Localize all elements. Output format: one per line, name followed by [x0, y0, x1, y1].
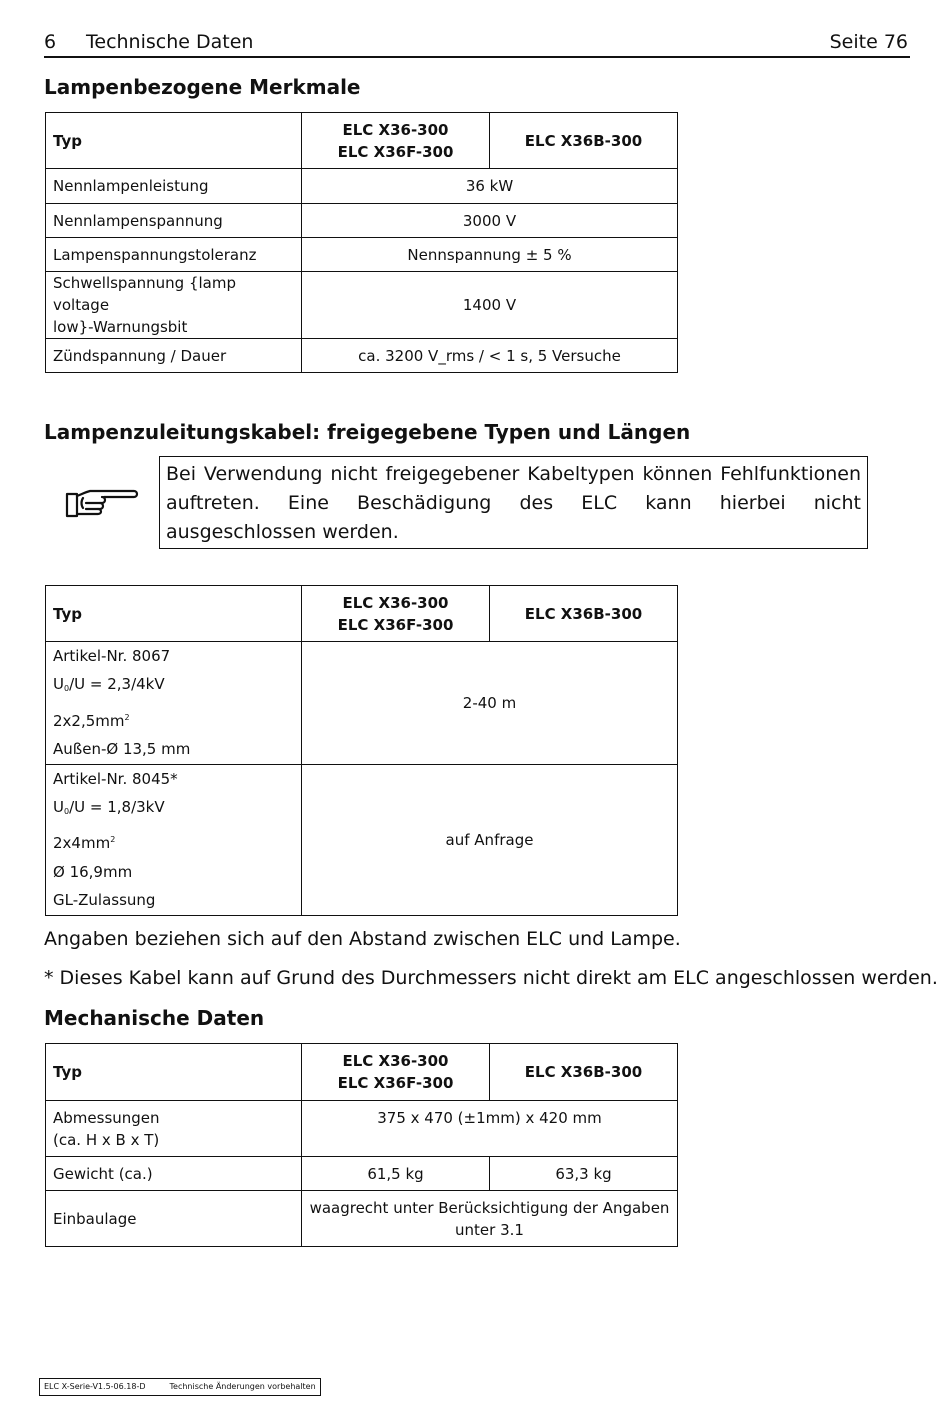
mounting-label: Einbaulage — [46, 1191, 302, 1247]
row-value: 3000 V — [302, 204, 678, 238]
cable2-spec — [46, 764, 302, 915]
model-a-line2: ELC X36F-300 — [337, 142, 454, 161]
cable-remark-distance: Angaben beziehen sich auf den Abstand zwischen ELC und Lampe. — [44, 928, 681, 950]
voltage-subscript: 0 — [63, 807, 70, 817]
warning-note: Bei Verwendung nicht freigegebener Kabeltypen können Fehlfunktionen auftreten. Eine Beschädigung des ELC kann hierbei nicht ausgeschlossen werden. — [159, 456, 868, 549]
cross-section-exponent: 2 — [110, 835, 116, 845]
mounting-value — [302, 1191, 678, 1247]
dimensions-label — [46, 1101, 302, 1157]
row-label — [46, 272, 302, 339]
col-model-b: ELC X36B-300 — [490, 1044, 678, 1101]
cable1-cross-section — [53, 704, 294, 735]
cable2-approval: GL-Zulassung — [53, 891, 156, 910]
cable1-voltage — [53, 670, 294, 703]
col-model-b: ELC X36B-300 — [490, 113, 678, 169]
col-type: Typ — [46, 586, 302, 642]
col-model-a — [302, 1044, 490, 1101]
cable2-length: auf Anfrage — [302, 764, 678, 915]
table-row — [46, 1157, 678, 1191]
cable2-diameter: Ø 16,9mm — [53, 862, 133, 881]
page-number: Seite 76 — [829, 31, 908, 53]
voltage-symbol: U — [53, 798, 64, 817]
table-row — [46, 1101, 678, 1157]
row-value: 1400 V — [302, 272, 678, 339]
col-model-a — [302, 113, 490, 169]
cable1-diameter: Außen-Ø 13,5 mm — [53, 740, 191, 759]
page-footer — [39, 1378, 321, 1396]
lamp-heading: Lampenbezogene Merkmale — [44, 75, 361, 99]
model-a-line1: ELC X36-300 — [342, 120, 449, 139]
dimensions-label-line2: (ca. H x B x T) — [53, 1130, 160, 1149]
table-row — [46, 204, 678, 238]
voltage-subscript: 0 — [63, 684, 70, 694]
row-label: Nennlampenleistung — [46, 169, 302, 204]
col-model-a — [302, 586, 490, 642]
table-row — [46, 339, 678, 373]
cross-section-exponent: 2 — [124, 712, 130, 722]
cable-remark-footnote: * Dieses Kabel kann auf Grund des Durchmessers nicht direkt am ELC angeschlossen werden. — [44, 967, 938, 989]
dimensions-label-line1: Abmessungen — [53, 1108, 160, 1127]
pointing-hand-icon — [64, 484, 140, 522]
table-row — [46, 642, 678, 765]
cross-section-value: 2x4mm — [53, 834, 111, 853]
table-row — [46, 272, 678, 339]
cable2-cross-section — [53, 826, 294, 857]
voltage-rating: /U = 1,8/3kV — [69, 798, 165, 817]
table-row — [46, 1191, 678, 1247]
cable-heading: Lampenzuleitungskabel: freigegebene Typen und Längen — [44, 420, 691, 444]
voltage-rating: /U = 2,3/4kV — [69, 675, 165, 694]
table-header-row — [46, 1044, 678, 1101]
table-header-row — [46, 113, 678, 169]
table-header-row — [46, 586, 678, 642]
table-row — [46, 764, 678, 915]
model-a-line1: ELC X36-300 — [342, 593, 449, 612]
weight-label: Gewicht (ca.) — [46, 1157, 302, 1191]
row-label: Nennlampenspannung — [46, 204, 302, 238]
cable-table — [45, 585, 678, 916]
row-label: Lampenspannungstoleranz — [46, 238, 302, 272]
row-label: Zündspannung / Dauer — [46, 339, 302, 373]
section-title: Technische Daten — [86, 31, 254, 53]
cable1-length: 2-40 m — [302, 642, 678, 765]
table-row — [46, 169, 678, 204]
lamp-table — [45, 112, 678, 373]
footer-doc-id: ELC X-Serie-V1.5-06.18-D — [44, 1382, 146, 1391]
cable2-article: Artikel-Nr. 8045* — [53, 769, 178, 788]
model-a-line2: ELC X36F-300 — [337, 615, 454, 634]
row-value: Nennspannung ± 5 % — [302, 238, 678, 272]
row-label-line1: Schwellspannung {lamp voltage — [53, 274, 236, 314]
model-a-line1: ELC X36-300 — [342, 1052, 449, 1070]
col-type: Typ — [46, 1044, 302, 1101]
voltage-symbol: U — [53, 675, 64, 694]
cable2-voltage — [53, 793, 294, 826]
cross-section-value: 2x2,5mm — [53, 711, 125, 730]
col-model-b: ELC X36B-300 — [490, 586, 678, 642]
weight-model-a: 61,5 kg — [302, 1157, 490, 1191]
mech-table — [45, 1043, 678, 1247]
page-header — [44, 30, 910, 58]
mech-heading: Mechanische Daten — [44, 1006, 265, 1030]
row-value: ca. 3200 V_rms / < 1 s, 5 Versuche — [302, 339, 678, 373]
section-number: 6 — [44, 31, 57, 53]
table-row — [46, 238, 678, 272]
weight-model-b: 63,3 kg — [490, 1157, 678, 1191]
dimensions-value: 375 x 470 (±1mm) x 420 mm — [302, 1101, 678, 1157]
cable1-article: Artikel-Nr. 8067 — [53, 647, 171, 665]
row-value: 36 kW — [302, 169, 678, 204]
mounting-value-line1: waagrecht unter Berücksichtigung der Angaben — [309, 1198, 670, 1217]
row-label-line2: low}-Warnungsbit — [53, 318, 188, 336]
cable1-spec — [46, 642, 302, 765]
footer-notice: Technische Änderungen vorbehalten — [169, 1382, 316, 1391]
model-a-line2: ELC X36F-300 — [337, 1074, 454, 1092]
mounting-value-line2: unter 3.1 — [455, 1220, 524, 1239]
col-type: Typ — [46, 113, 302, 169]
